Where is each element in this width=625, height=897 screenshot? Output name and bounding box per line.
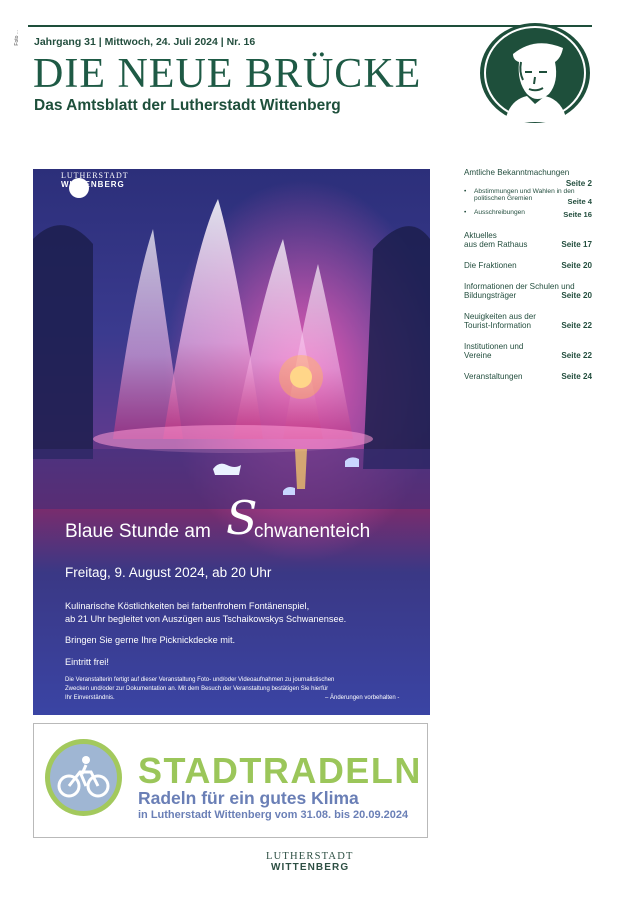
toc-subentry-ausschreibungen[interactable] (464, 209, 592, 219)
toc-page: Seite 24 (561, 372, 592, 381)
event-description-line2: ab 21 Uhr begleitet von Auszügen aus Tschaikowskys Schwanensee. (65, 614, 347, 624)
cyclist-icon (45, 739, 122, 816)
poster-logo-line1: LUTHERSTADT (61, 171, 129, 180)
poster-logo-line2: WITTENBERG (61, 180, 125, 189)
toc-entry-veranstaltungen[interactable] (464, 372, 592, 381)
event-disclaimer-line3: Ihr Einverständnis. (65, 695, 115, 701)
toc-label: Aktuelles (464, 231, 497, 240)
issue-meta: Jahrgang 31 | Mittwoch, 24. Juli 2024 | Nr. 16 (34, 36, 256, 48)
banner-title: STADTRADELN (138, 750, 422, 791)
toc-page: Seite 22 (561, 351, 592, 360)
event-date: Freitag, 9. August 2024, ab 20 Uhr (65, 565, 272, 580)
event-picnic-note: Bringen Sie gerne Ihre Picknickdecke mit. (65, 635, 236, 645)
toc-entry-amtliche[interactable] (464, 168, 592, 188)
toc-label: Veranstaltungen (464, 372, 523, 381)
newspaper-subtitle: Das Amtsblatt der Lutherstadt Wittenberg (34, 97, 341, 114)
toc-entry-fraktionen[interactable] (464, 261, 592, 270)
toc-label: Bildungsträger (464, 291, 517, 300)
fountain-photo (33, 169, 430, 715)
bullet-icon: • (464, 209, 467, 216)
event-disclaimer-line2: Zwecken und/oder zur Dokumentation an. Mit dem Besuch der Veranstaltung bestätigen Sie hierfür (65, 686, 329, 692)
event-title-part2: chwanenteich (254, 521, 371, 542)
toc-page: Seite 20 (561, 291, 592, 300)
toc-page: Seite 4 (567, 197, 592, 206)
toc-page: Seite 16 (563, 210, 592, 219)
event-title-swash-letter: S (226, 491, 258, 545)
toc-label: Tourist-Information (464, 321, 532, 330)
footer-logo-line2: WITTENBERG (271, 862, 350, 873)
toc-label: Amtliche Bekanntmachungen (464, 168, 570, 177)
toc-page: Seite 20 (561, 261, 592, 270)
toc-page: Seite 2 (565, 179, 592, 188)
photo-credit: Foto ... (14, 30, 20, 46)
toc-page: Seite 22 (561, 321, 592, 330)
event-description-line1: Kulinarische Köstlichkeiten bei farbenfrohem Fontänenspiel, (65, 601, 310, 611)
toc-label: Vereine (464, 351, 492, 360)
footer-logo-line1: LUTHERSTADT (266, 851, 354, 862)
table-of-contents (464, 168, 592, 381)
toc-label: Neuigkeiten aus der (464, 312, 536, 321)
bullet-icon: • (464, 188, 467, 195)
toc-entry-vereine[interactable] (464, 342, 592, 360)
event-changes-note: – Änderungen vorbehalten - (325, 695, 400, 701)
toc-label: Institutionen und (464, 342, 524, 351)
toc-label: Ausschreibungen (474, 209, 525, 216)
luther-portrait-icon (479, 22, 591, 124)
event-poster (33, 169, 430, 715)
stadtradeln-banner[interactable] (33, 723, 428, 838)
toc-label: politischen Gremien (474, 195, 533, 202)
toc-entry-tourist[interactable] (464, 312, 592, 330)
banner-dates: in Lutherstadt Wittenberg vom 31.08. bis 20.09.2024 (138, 809, 409, 821)
event-entry-note: Eintritt frei! (65, 657, 109, 667)
event-title-part1: Blaue Stunde am (65, 521, 211, 542)
toc-label: Abstimmungen und Wahlen in den (474, 188, 575, 195)
event-disclaimer-line1: Die Veranstalterin fertigt auf dieser Veranstaltung Foto- und/oder Videoaufnahmen zu journalistischen (65, 677, 335, 683)
toc-label: Informationen der Schulen und (464, 282, 575, 291)
toc-page: Seite 17 (561, 240, 592, 249)
toc-entry-aktuelles[interactable] (464, 231, 592, 249)
banner-slogan: Radeln für ein gutes Klima (138, 788, 359, 808)
newspaper-title: DIE NEUE BRÜCKE (33, 51, 422, 97)
toc-label: Die Fraktionen (464, 261, 517, 270)
toc-label: aus dem Rathaus (464, 240, 528, 249)
toc-entry-schulen[interactable] (464, 282, 592, 300)
toc-subentry-abstimmungen[interactable] (464, 188, 592, 206)
